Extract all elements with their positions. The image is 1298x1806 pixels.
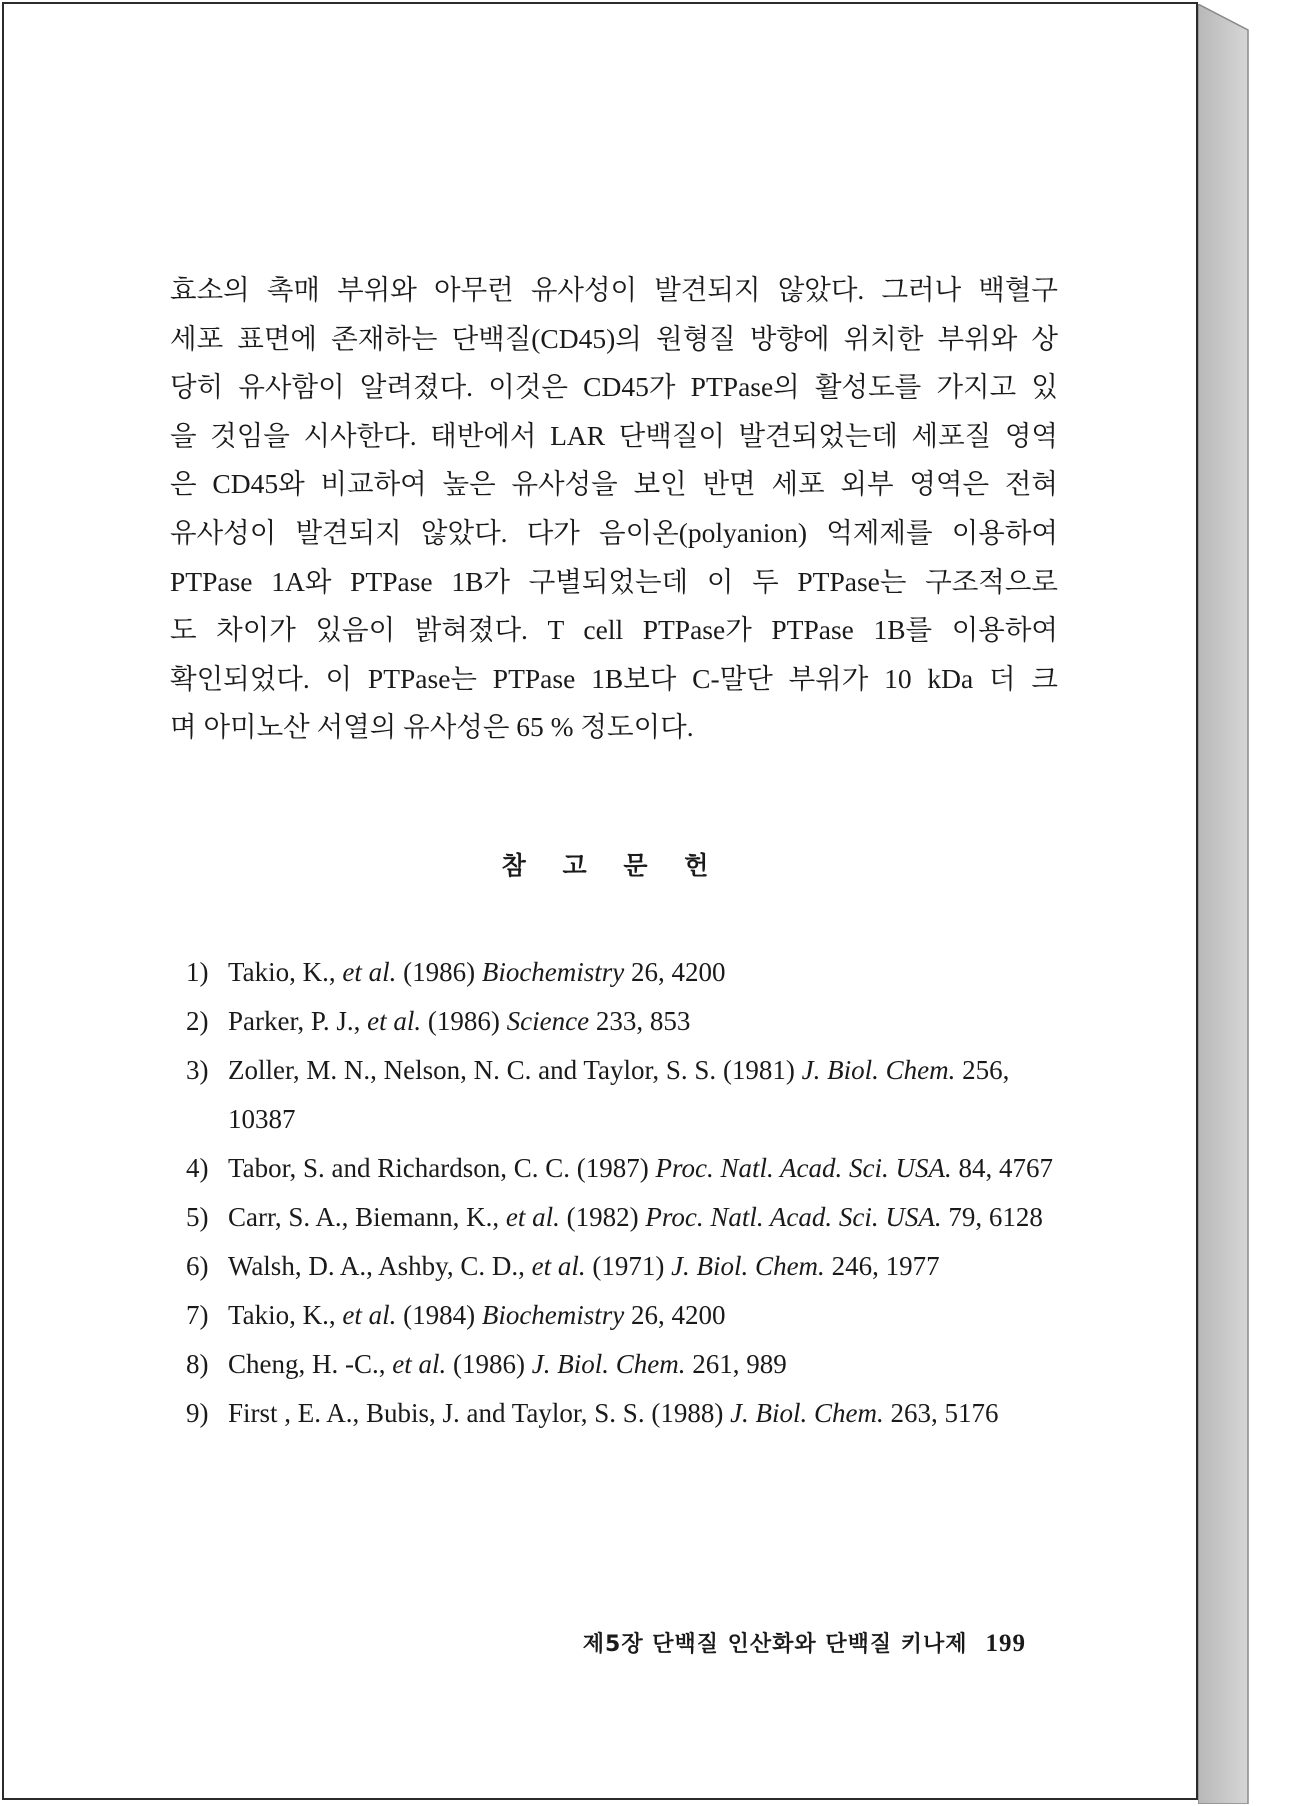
body-line: 을 것임을 시사한다. 태반에서 LAR 단백질이 발견되었는데 세포질 영역 — [170, 419, 1058, 451]
reference-post: 26, 4200 — [624, 957, 726, 987]
reference-year: (1986) — [421, 1006, 507, 1036]
reference-journal: Biochemistry — [481, 957, 625, 987]
page-number: 199 — [985, 1630, 1026, 1657]
reference-post: 233, 853 — [589, 1006, 691, 1036]
reference-journal: Proc. Natl. Acad. Sci. USA. — [645, 1202, 942, 1232]
reference-number: 9) — [186, 1398, 209, 1428]
reference-year: (1984) — [396, 1300, 482, 1330]
page-footer — [583, 1627, 1026, 1658]
reference-etal: et al. — [367, 1006, 422, 1036]
reference-etal: et al. — [342, 957, 397, 987]
body-paragraph — [170, 266, 1058, 752]
reference-journal: J. Biol. Chem. — [730, 1398, 884, 1428]
body-line: 효소의 촉매 부위와 아무런 유사성이 발견되지 않았다. 그러나 백혈구 — [170, 274, 1058, 305]
reference-year: (1986) — [396, 957, 482, 987]
body-line: 며 아미노산 서열의 유사성은 65 % 정도이다. — [170, 711, 694, 743]
reference-journal: Proc. Natl. Acad. Sci. USA. — [655, 1153, 952, 1183]
reference-pre: Carr, S. A., Biemann, K., — [228, 1202, 506, 1232]
body-line: 도 차이가 있음이 밝혀졌다. T cell PTPase가 PTPase 1B를 이용하여 — [170, 614, 1058, 646]
reference-pre: Takio, K., — [228, 957, 343, 987]
reference-item — [186, 997, 1062, 1046]
reference-journal: J. Biol. Chem. — [531, 1349, 686, 1379]
reference-journal: Science — [506, 1006, 590, 1036]
reference-year: (1982) — [559, 1202, 646, 1232]
reference-post: 261, 989 — [685, 1349, 787, 1379]
reference-year: (1986) — [446, 1349, 532, 1379]
reference-post: 79, 6128 — [941, 1202, 1043, 1232]
page-stack-edge — [1198, 4, 1252, 1804]
reference-pre: Parker, P. J., — [228, 1006, 368, 1036]
reference-journal: J. Biol. Chem. — [801, 1055, 956, 1085]
reference-item — [186, 1389, 1062, 1438]
reference-text — [228, 1291, 1062, 1340]
reference-item — [186, 1144, 1062, 1193]
reference-item — [186, 1291, 1062, 1340]
reference-number: 3) — [186, 1055, 209, 1085]
reference-text — [228, 1193, 1062, 1242]
reference-item — [186, 1193, 1062, 1242]
reference-post: 26, 4200 — [624, 1300, 726, 1330]
reference-year: (1971) — [585, 1251, 672, 1281]
reference-journal: Biochemistry — [481, 1300, 625, 1330]
reference-number: 2) — [186, 1006, 209, 1036]
reference-journal: J. Biol. Chem. — [671, 1251, 825, 1281]
reference-item — [186, 1242, 1062, 1291]
reference-pre: Tabor, S. and Richardson, C. C. — [228, 1153, 570, 1183]
body-line: PTPase 1A와 PTPase 1B가 구별되었는데 이 두 PTPase는 구조적으로 — [170, 565, 1058, 597]
reference-pre: First , E. A., Bubis, J. and Taylor, S. S. — [228, 1398, 645, 1428]
reference-pre: Takio, K., — [228, 1300, 343, 1330]
reference-post: 263, 5176 — [883, 1398, 999, 1428]
references-heading: 참 고 문 헌 — [501, 851, 723, 880]
body-line: 확인되었다. 이 PTPase는 PTPase 1B보다 C-말단 부위가 10 kDa 더 크 — [170, 662, 1058, 694]
reference-text — [228, 1340, 1062, 1389]
reference-text — [228, 1242, 1062, 1291]
reference-etal: et al. — [342, 1300, 397, 1330]
reference-number: 8) — [186, 1349, 209, 1379]
reference-pre: Zoller, M. N., Nelson, N. C. and Taylor, S. S. — [228, 1055, 717, 1085]
reference-number: 4) — [186, 1153, 209, 1183]
reference-text — [228, 997, 1062, 1046]
body-line: 당히 유사함이 알려졌다. 이것은 CD45가 PTPase의 활성도를 가지고 있 — [170, 371, 1058, 403]
reference-number: 6) — [186, 1251, 209, 1281]
book-page — [2, 2, 1198, 1800]
body-line: 세포 표면에 존재하는 단백질(CD45)의 원형질 방향에 위치한 부위와 상 — [170, 322, 1058, 354]
reference-item — [186, 1046, 1062, 1144]
reference-year: (1987) — [570, 1153, 656, 1183]
reference-etal: et al. — [505, 1202, 560, 1232]
chapter-title: 제5장 단백질 인산화와 단백질 키나제 — [582, 1632, 968, 1657]
reference-item — [186, 1340, 1062, 1389]
reference-pre: Walsh, D. A., Ashby, C. D., — [228, 1251, 532, 1281]
reference-post: 256, 10387 — [228, 1055, 1010, 1134]
reference-number: 7) — [186, 1300, 209, 1330]
reference-year: (1988) — [644, 1398, 731, 1428]
reference-number: 5) — [186, 1202, 209, 1232]
reference-number: 1) — [186, 957, 209, 987]
reference-item — [186, 948, 1062, 997]
reference-post: 84, 4767 — [951, 1153, 1053, 1183]
reference-text — [228, 1046, 1062, 1144]
reference-etal: et al. — [531, 1251, 586, 1281]
body-line: 은 CD45와 비교하여 높은 유사성을 보인 반면 세포 외부 영역은 전혀 — [170, 468, 1058, 500]
reference-year: (1981) — [716, 1055, 802, 1085]
reference-text — [228, 1389, 1062, 1438]
references-list — [186, 948, 1062, 1438]
reference-text — [228, 1144, 1062, 1193]
reference-post: 246, 1977 — [824, 1251, 940, 1281]
body-line: 유사성이 발견되지 않았다. 다가 음이온(polyanion) 억제제를 이용하여 — [170, 516, 1058, 548]
reference-pre: Cheng, H. -C., — [228, 1349, 393, 1379]
reference-text — [228, 948, 1062, 997]
reference-etal: et al. — [392, 1349, 447, 1379]
